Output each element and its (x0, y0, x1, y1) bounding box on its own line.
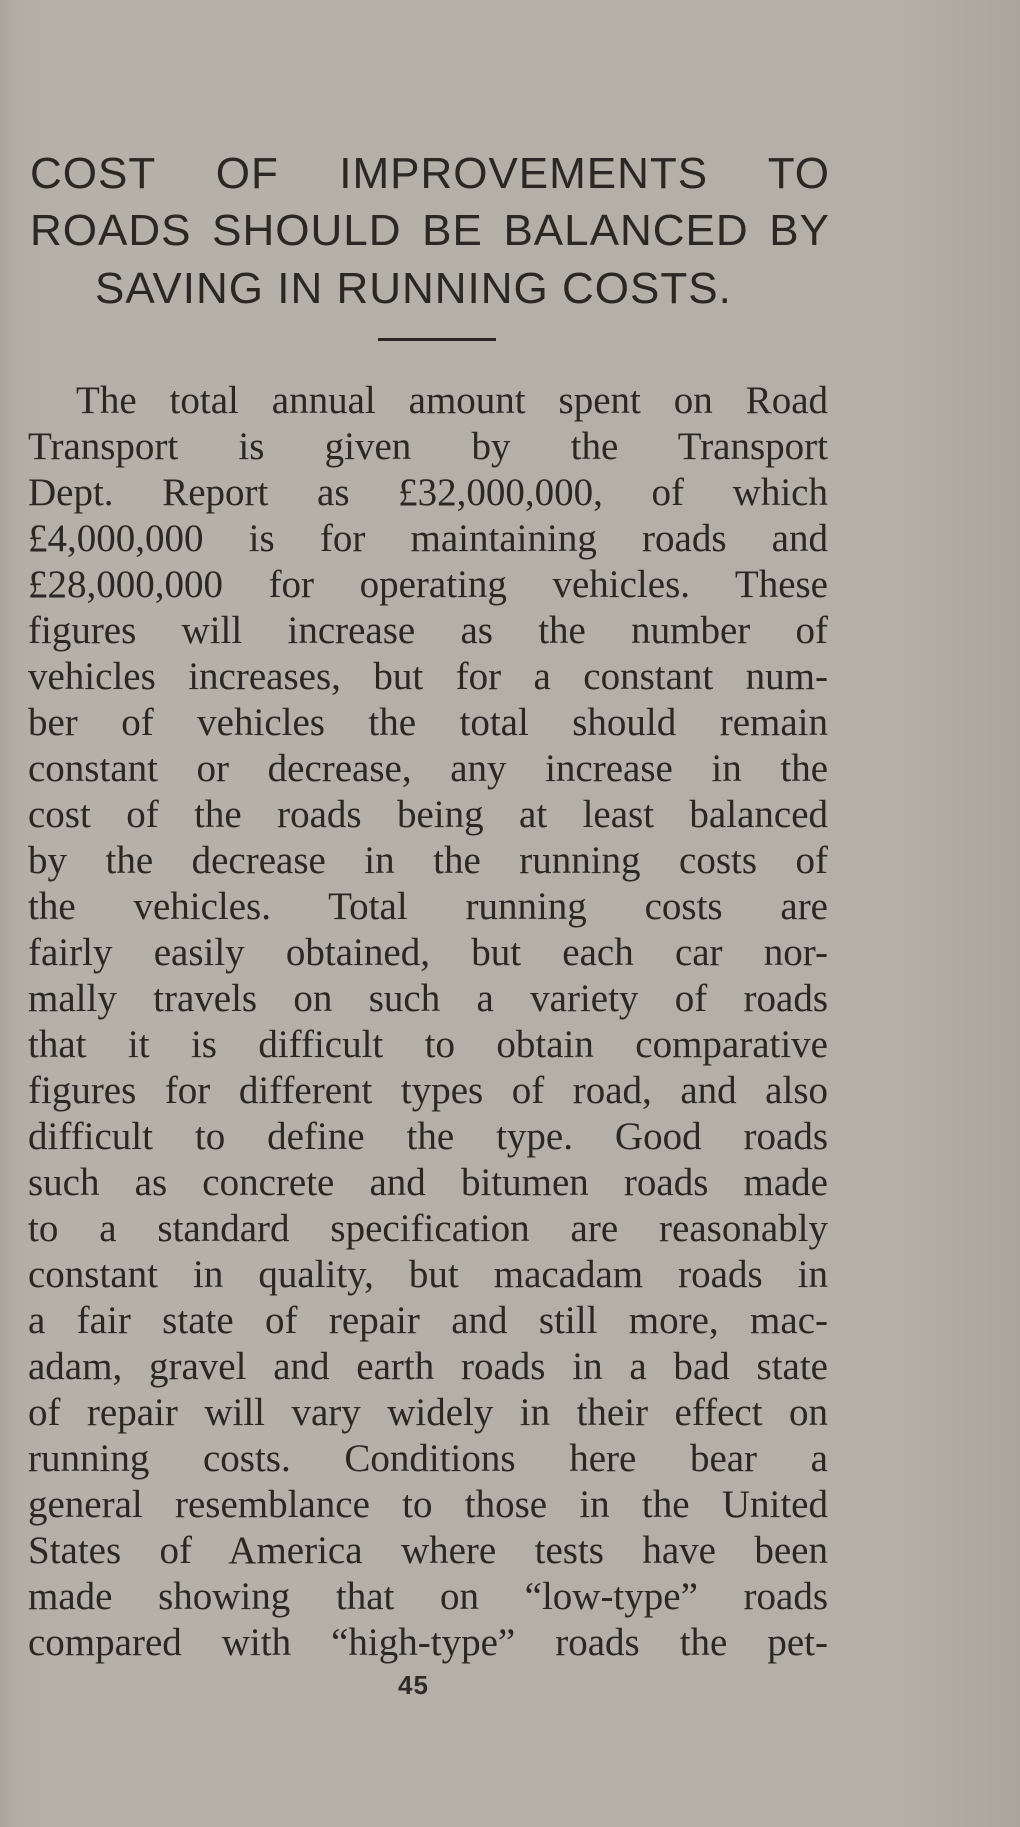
body-line: constant or decrease, any increase in the (28, 747, 828, 790)
body-line: running costs. Conditions here bear a (28, 1437, 828, 1480)
body-line: States of America where tests have been (28, 1529, 828, 1572)
heading-line-2: ROADS SHOULD BE BALANCED BY (30, 206, 830, 255)
body-line: fairly easily obtained, but each car nor- (28, 931, 828, 974)
body-line: figures for different types of road, and also (28, 1069, 828, 1112)
heading-line-3: SAVING IN RUNNING COSTS. (95, 264, 732, 313)
body-line: figures will increase as the number of (28, 609, 828, 652)
body-line: The total annual amount spent on Road (76, 379, 828, 422)
body-line: £4,000,000 is for maintaining roads and (28, 517, 828, 560)
body-line: vehicles increases, but for a constant num- (28, 655, 828, 698)
body-line: difficult to define the type. Good roads (28, 1115, 828, 1158)
body-line: the vehicles. Total running costs are (28, 885, 828, 928)
body-line: constant in quality, but macadam roads in (28, 1253, 828, 1296)
body-line: adam, gravel and earth roads in a bad state (28, 1345, 828, 1388)
body-line: that it is difficult to obtain comparative (28, 1023, 828, 1066)
body-line: ber of vehicles the total should remain (28, 701, 828, 744)
heading-divider (378, 338, 496, 341)
body-line: compared with “high-type” roads the pet- (28, 1621, 828, 1664)
body-line: Transport is given by the Transport (28, 425, 828, 468)
body-line: made showing that on “low-type” roads (28, 1575, 828, 1618)
body-line: by the decrease in the running costs of (28, 839, 828, 882)
page-number: 45 (398, 1670, 429, 1700)
heading-line-1: COST OF IMPROVEMENTS TO (30, 149, 830, 198)
body-line: of repair will vary widely in their effect on (28, 1391, 828, 1434)
body-line: a fair state of repair and still more, mac- (28, 1299, 828, 1342)
body-line: such as concrete and bitumen roads made (28, 1161, 828, 1204)
body-line: mally travels on such a variety of roads (28, 977, 828, 1020)
body-line: £28,000,000 for operating vehicles. These (28, 563, 828, 606)
body-line: Dept. Report as £32,000,000, of which (28, 471, 828, 514)
body-line: to a standard specification are reasonably (28, 1207, 828, 1250)
body-line: general resemblance to those in the United (28, 1483, 828, 1526)
body-line: cost of the roads being at least balanced (28, 793, 828, 836)
